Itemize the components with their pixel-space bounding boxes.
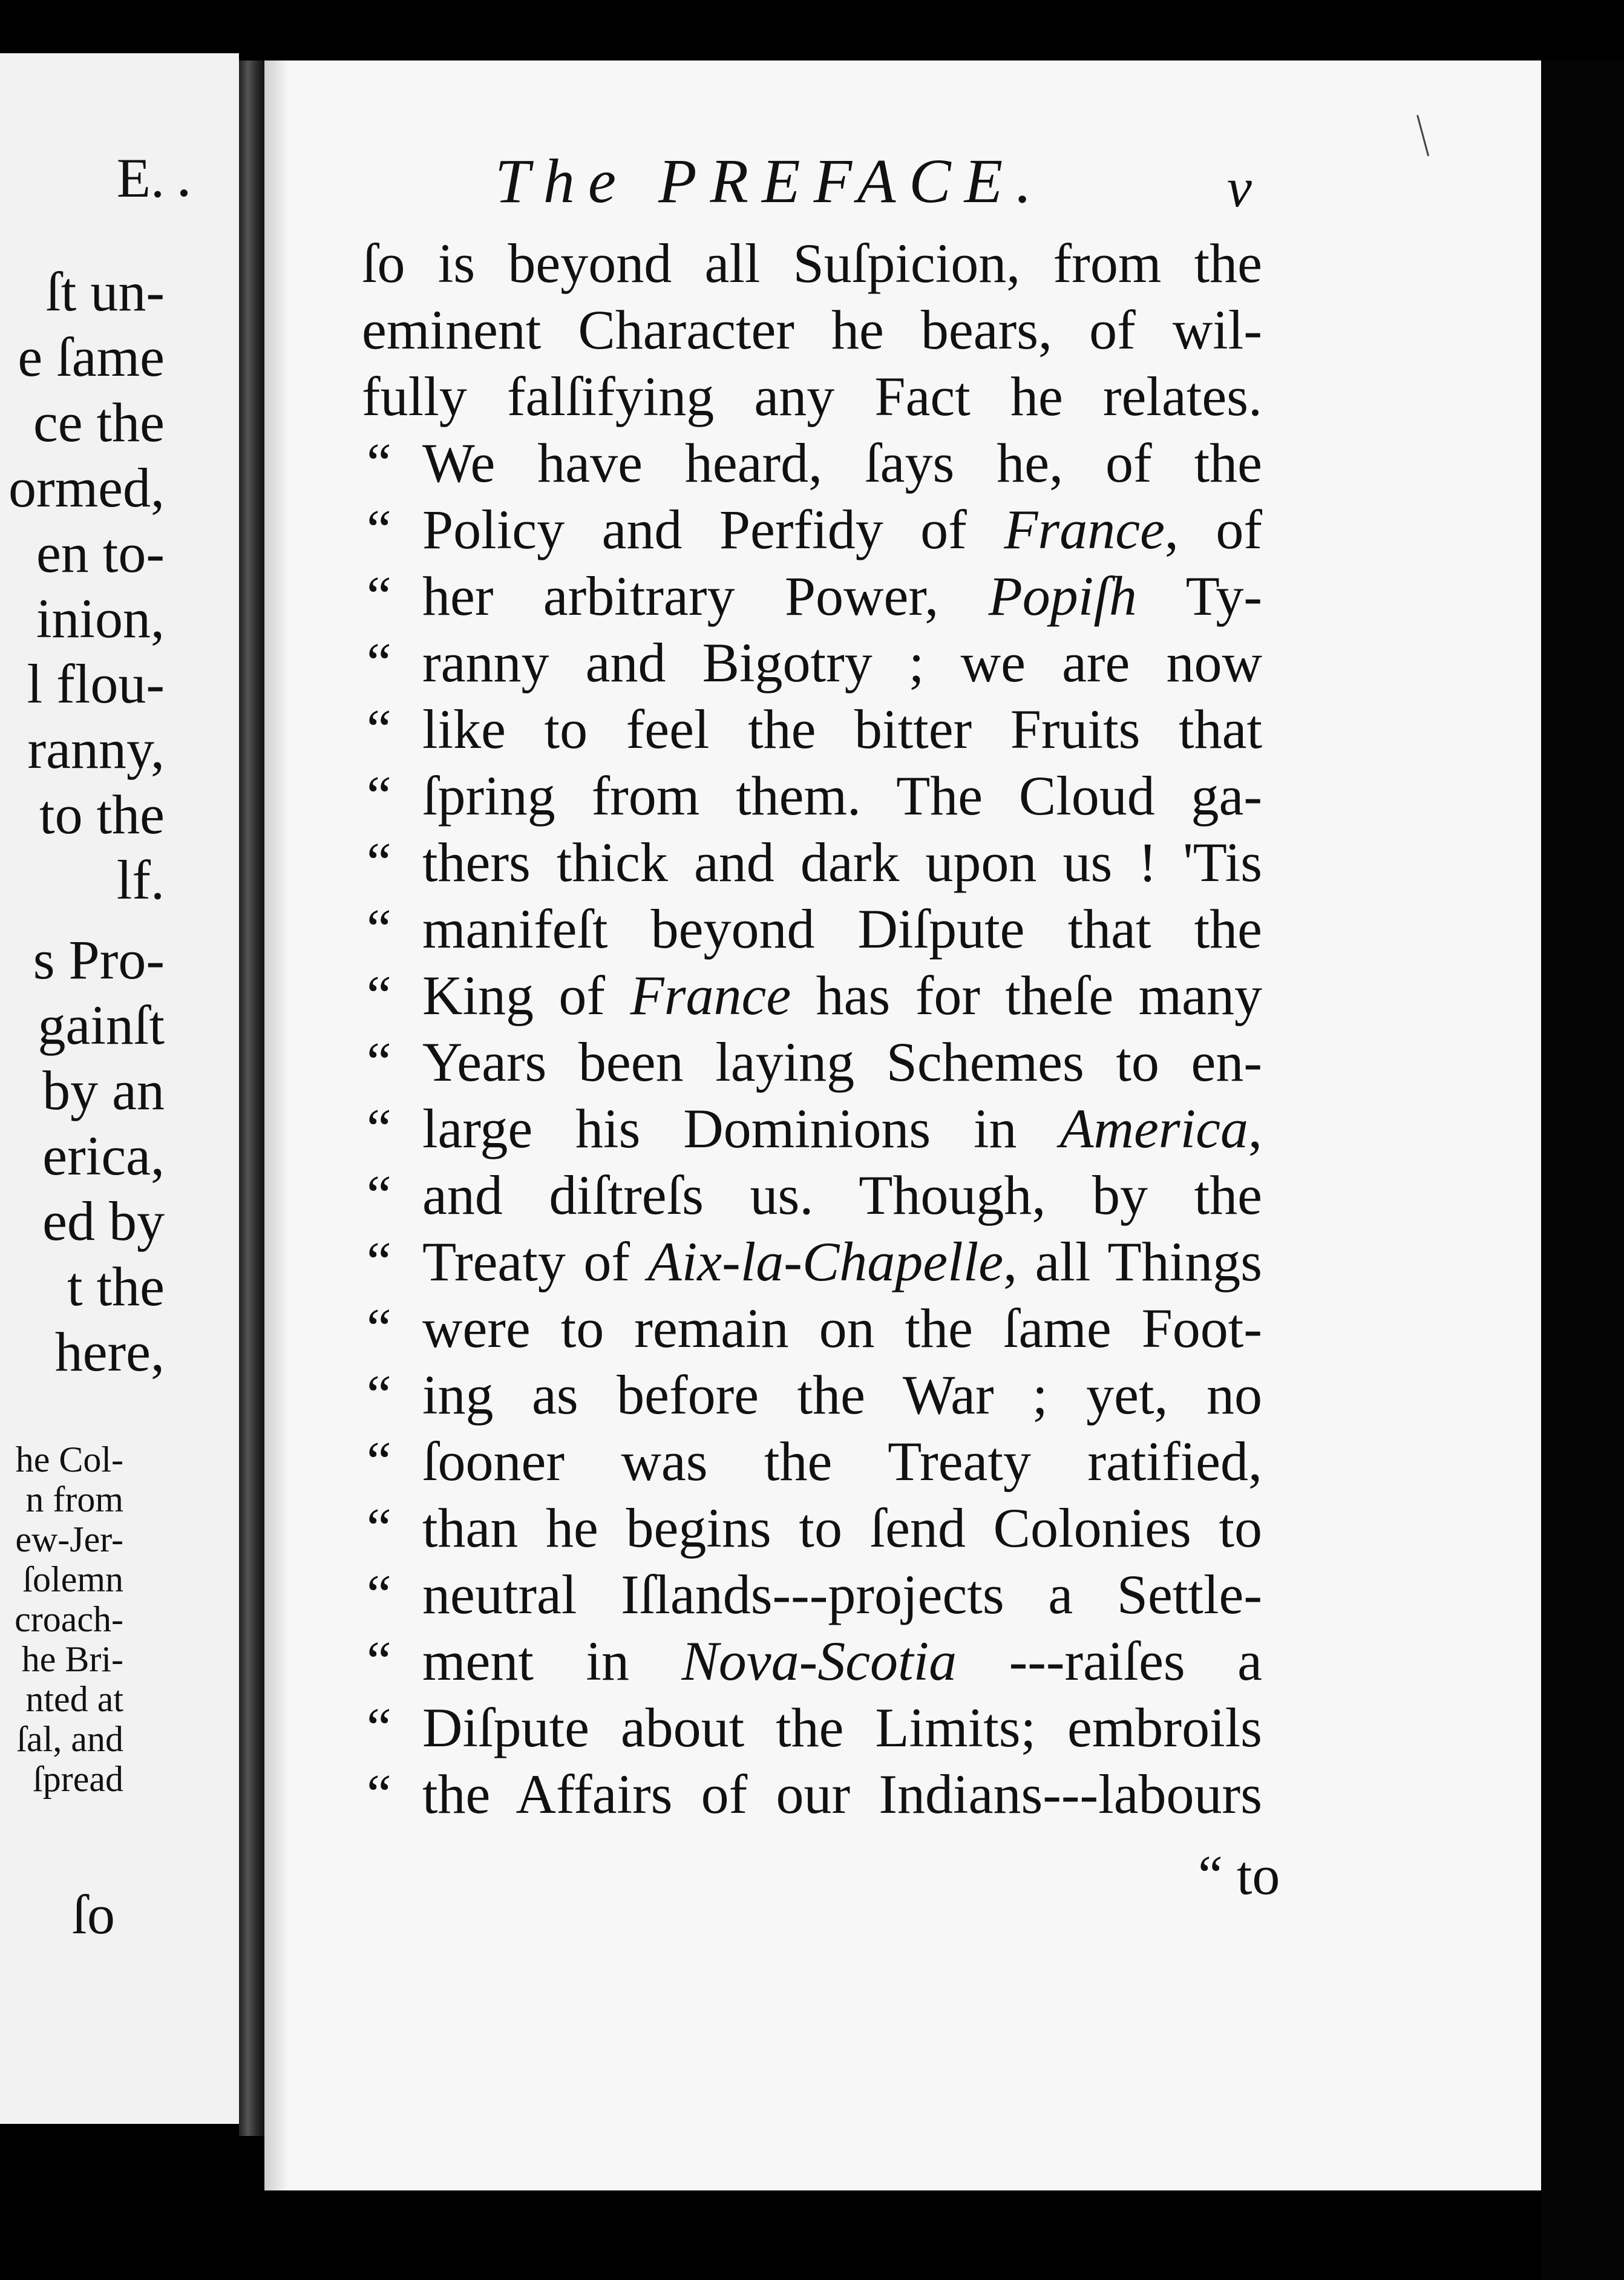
body-line-text: large his Dominions in America, [422,1098,1262,1159]
left-page-line: t the [67,1256,165,1317]
left-page-line: ce the [33,391,165,453]
quote-mark: “ [367,1031,391,1093]
left-page-line: ranny, [27,718,165,780]
quote-mark: “ [367,898,391,960]
body-line [367,563,1262,629]
left-page-footnote-line: he Col- [15,1440,123,1479]
quote-mark: “ [367,1231,391,1292]
quote-mark: “ [367,965,391,1026]
left-page-line: ormed, [8,457,165,519]
body-line-text: Years been laying Schemes to en- [422,1031,1262,1093]
body-line [367,829,1262,896]
left-page-footnote-line: ſal, and [16,1719,123,1759]
body-line-text: fully falſifying any Fact he relates. [362,365,1262,427]
body-line-text: her arbitrary Power, Popiſh Ty- [422,565,1263,627]
body-line [367,1361,1262,1428]
body-line [367,762,1262,829]
left-page-footnote-line: he Bri- [21,1639,123,1679]
body-line [367,1628,1262,1694]
body-line [367,1295,1262,1361]
body-line [367,896,1262,962]
body-line [367,1029,1262,1095]
body-line-text: Diſpute about the Limits; embroils [422,1697,1262,1758]
left-page-footnote-line: croach- [15,1599,123,1639]
body-line [367,1095,1262,1162]
left-page-line: s Pro- [33,929,165,991]
left-page-line: ſt un- [45,261,165,323]
quote-mark: “ [367,565,391,627]
body-line-text: ment in Nova-Scotia ---raiſes a [422,1630,1262,1692]
page-number: v [1227,157,1252,218]
left-page-line: erica, [42,1125,165,1187]
catchword: “ to [1198,1844,1280,1906]
body-line [367,430,1262,496]
left-page-line: by an [42,1060,165,1121]
quote-mark: “ [367,1164,391,1226]
left-page-footnote-line: ſpread [33,1759,123,1799]
body-line [362,296,1262,363]
quote-mark: “ [367,765,391,827]
quote-mark: “ [367,1098,391,1159]
body-line [367,1428,1262,1495]
running-header-title: The PREFACE. [495,146,1046,216]
left-page-footnote-line: ew-Jer- [15,1519,123,1559]
body-line [367,696,1262,762]
quote-mark: “ [367,1763,391,1825]
left-page-line: gainſt [38,994,165,1056]
body-line-text: were to remain on the ſame Foot- [422,1297,1262,1359]
body-line [367,496,1262,563]
body-line-text: thers thick and dark upon us ! 'Tis [422,831,1262,893]
body-line-text: eminent Character he bears, of wil- [362,299,1262,361]
left-page-line: e ſame [18,326,165,388]
left-page-line: en to- [36,522,165,584]
body-line-text: and diſtreſs us. Though, by the [422,1164,1262,1226]
left-page-line: here, [54,1321,165,1383]
body-line-text: ranny and Bigotry ; we are now [422,632,1262,693]
body-line-text: manifeſt beyond Diſpute that the [422,898,1262,960]
left-page-footnote-line: n from [25,1479,123,1519]
body-line [367,1761,1262,1827]
body-line [367,1228,1262,1295]
body-line-text: neutral Iſlands---projects a Settle- [422,1564,1262,1625]
left-page-line: to the [39,784,165,845]
left-page-footnote-line: ſolemn [22,1559,123,1599]
body-line-text: We have heard, ſays he, of the [422,432,1262,494]
body-line-text: like to feel the bitter Fruits that [422,698,1262,760]
quote-mark: “ [367,1630,391,1692]
quote-mark: “ [367,698,391,760]
body-line-text: Treaty of Aix-la-Chapelle, all Things [422,1231,1262,1292]
quote-mark: “ [367,1497,391,1559]
left-page-line: inion, [36,588,165,649]
quote-mark: “ [367,432,391,494]
quote-mark: “ [367,1564,391,1625]
body-line-text: King of France has for theſe many [422,965,1263,1026]
quote-mark: “ [367,1364,391,1426]
left-page-line: lf. [116,849,165,911]
quote-mark: “ [367,831,391,893]
quote-mark: “ [367,632,391,693]
body-line-text: ſpring from them. The Cloud ga- [422,765,1262,827]
body-line-text: the Affairs of our Indians---labours [422,1763,1262,1825]
body-line [367,962,1262,1029]
left-page-line: E. [116,147,165,209]
body-line [367,1162,1262,1228]
body-line [362,363,1262,430]
quote-mark: “ [367,1297,391,1359]
body-line-text: ſo is beyond all Suſpicion, from the [362,232,1262,294]
body-line [367,1495,1262,1561]
body-line [367,1694,1262,1761]
left-page-footnote-line: nted at [25,1679,123,1719]
body-line-text: ſooner was the Treaty ratified, [422,1430,1262,1492]
left-page-line: l flou- [27,653,165,715]
body-line-text: ing as before the War ; yet, no [422,1364,1262,1426]
body-line [362,230,1262,296]
quote-mark: “ [367,1430,391,1492]
body-line [367,1561,1262,1628]
body-line-text: than he begins to ſend Colonies to [422,1497,1262,1559]
quote-mark: “ [367,499,391,560]
left-page-catchword: ſo [71,1884,115,1945]
left-page-line: ed by [42,1190,165,1252]
body-line-text: Policy and Perfidy of France, of [422,499,1262,560]
body-line [367,629,1262,696]
quote-mark: “ [367,1697,391,1758]
